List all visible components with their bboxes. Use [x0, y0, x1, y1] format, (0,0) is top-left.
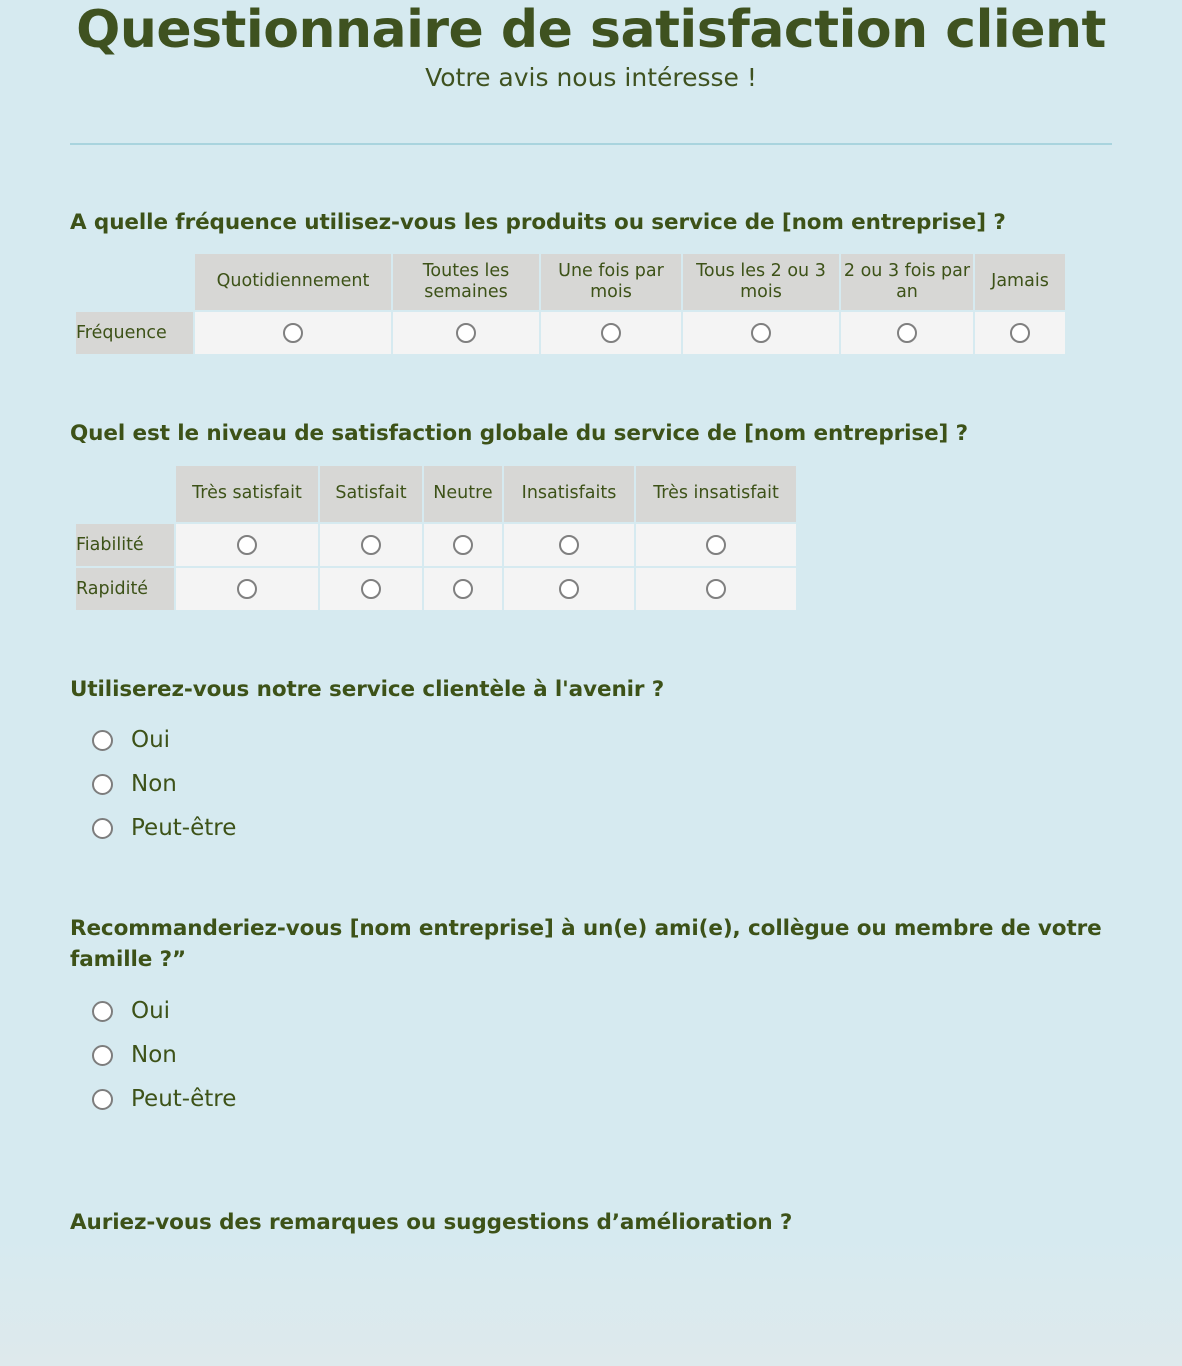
- radio-icon[interactable]: [92, 1089, 113, 1110]
- question-satisfaction-title: Quel est le niveau de satisfaction globale du service de [nom entreprise] ?: [70, 421, 969, 447]
- table-row: [76, 524, 796, 566]
- radio-cell-rapidite-satisfait[interactable]: [320, 568, 422, 610]
- radio-cell-frequence-jamais[interactable]: [975, 312, 1065, 354]
- radio-icon[interactable]: [237, 535, 257, 555]
- radio-icon[interactable]: [453, 535, 473, 555]
- radio-cell-frequence-une-fois-par-mois[interactable]: [541, 312, 681, 354]
- question-recommandation-title: Recommanderiez-vous [nom entreprise] à un(e) ami(e), collègue ou membre de votre famille ?”: [70, 915, 1102, 972]
- question-service-client-avenir: [70, 674, 1112, 851]
- option-label: Non: [131, 1041, 177, 1068]
- radio-icon[interactable]: [237, 579, 257, 599]
- row-header-frequence: Fréquence: [76, 312, 193, 354]
- radio-icon[interactable]: [456, 323, 476, 343]
- radio-icon[interactable]: [751, 323, 771, 343]
- radio-cell-rapidite-tres-insatisfait[interactable]: [636, 568, 796, 610]
- column-header-tres-insatisfait: Très insatisfait: [636, 466, 796, 522]
- radio-icon[interactable]: [897, 323, 917, 343]
- page-title: Questionnaire de satisfaction client: [76, 0, 1106, 60]
- question-service-client-avenir-title: Utiliserez-vous notre service clientèle à l'avenir ?: [70, 676, 665, 702]
- option-recommandation-peut-etre[interactable]: [92, 1077, 1112, 1121]
- table-header-row: [76, 466, 796, 522]
- option-label: Oui: [131, 727, 171, 754]
- radio-icon[interactable]: [283, 323, 303, 343]
- radio-cell-fiabilite-satisfait[interactable]: [320, 524, 422, 566]
- radio-icon[interactable]: [92, 774, 113, 795]
- radio-icon[interactable]: [361, 579, 381, 599]
- option-recommandation-non[interactable]: [92, 1033, 1112, 1077]
- row-header-fiabilite: Fiabilité: [76, 524, 174, 566]
- option-label: Non: [131, 771, 177, 798]
- column-header-jamais: Jamais: [975, 254, 1065, 310]
- question-frequence: [70, 207, 1112, 356]
- radio-icon[interactable]: [361, 535, 381, 555]
- radio-icon[interactable]: [92, 818, 113, 839]
- option-service-client-avenir-oui[interactable]: [92, 719, 1112, 763]
- row-header-rapidite: Rapidité: [76, 568, 174, 610]
- radio-cell-frequence-toutes-les-semaines[interactable]: [393, 312, 539, 354]
- column-header-neutre: Neutre: [424, 466, 502, 522]
- radio-cell-fiabilite-tres-satisfait[interactable]: [176, 524, 318, 566]
- question-frequence-matrix: [70, 252, 1112, 356]
- page-bottom-gradient: [0, 1236, 1182, 1366]
- radio-icon[interactable]: [92, 1001, 113, 1022]
- question-remarques-title: Auriez-vous des remarques ou suggestions d’amélioration ?: [70, 1210, 793, 1236]
- radio-cell-frequence-tous-les-2-ou-3-mois[interactable]: [683, 312, 839, 354]
- radio-icon[interactable]: [1010, 323, 1030, 343]
- question-satisfaction: [70, 418, 1112, 611]
- radio-icon[interactable]: [92, 730, 113, 751]
- radio-cell-frequence-2-ou-3-fois-par-an[interactable]: [841, 312, 973, 354]
- option-service-client-avenir-non[interactable]: [92, 763, 1112, 807]
- radio-cell-fiabilite-neutre[interactable]: [424, 524, 502, 566]
- question-recommandation: [70, 913, 1112, 1121]
- radio-cell-fiabilite-tres-insatisfait[interactable]: [636, 524, 796, 566]
- table-row: [76, 312, 1065, 354]
- radio-icon[interactable]: [706, 535, 726, 555]
- option-service-client-avenir-peut-etre[interactable]: [92, 807, 1112, 851]
- question-satisfaction-matrix: [70, 464, 1112, 612]
- radio-cell-rapidite-tres-satisfait[interactable]: [176, 568, 318, 610]
- radio-icon[interactable]: [92, 1045, 113, 1066]
- frequence-table: [74, 252, 1067, 356]
- table-corner-cell: [76, 254, 193, 310]
- radio-icon[interactable]: [706, 579, 726, 599]
- radio-cell-fiabilite-insatisfaits[interactable]: [504, 524, 634, 566]
- table-row: [76, 568, 796, 610]
- recommandation-options: [70, 989, 1112, 1121]
- column-header-quotidiennement: Quotidiennement: [195, 254, 391, 310]
- question-frequence-title: A quelle fréquence utilisez-vous les produits ou service de [nom entreprise] ?: [70, 210, 1006, 236]
- column-header-insatisfaits: Insatisfaits: [504, 466, 634, 522]
- header-divider: [70, 143, 1112, 145]
- column-header-satisfait: Satisfait: [320, 466, 422, 522]
- radio-icon[interactable]: [453, 579, 473, 599]
- radio-cell-rapidite-insatisfaits[interactable]: [504, 568, 634, 610]
- radio-icon[interactable]: [601, 323, 621, 343]
- radio-cell-rapidite-neutre[interactable]: [424, 568, 502, 610]
- radio-icon[interactable]: [559, 579, 579, 599]
- option-label: Oui: [131, 997, 171, 1024]
- column-header-tres-satisfait: Très satisfait: [176, 466, 318, 522]
- question-remarques: [70, 1207, 1112, 1238]
- table-header-row: [76, 254, 1065, 310]
- service-client-avenir-options: [70, 719, 1112, 851]
- radio-icon[interactable]: [559, 535, 579, 555]
- page-subtitle: Votre avis nous intéresse !: [425, 63, 757, 93]
- radio-cell-frequence-quotidiennement[interactable]: [195, 312, 391, 354]
- option-label: Peut-être: [131, 1085, 237, 1112]
- column-header-tous-les-2-ou-3-mois: Tous les 2 ou 3 mois: [683, 254, 839, 310]
- option-recommandation-oui[interactable]: [92, 989, 1112, 1033]
- table-corner-cell: [76, 466, 174, 522]
- option-label: Peut-être: [131, 815, 237, 842]
- column-header-2-ou-3-fois-par-an: 2 ou 3 fois par an: [841, 254, 973, 310]
- satisfaction-table: [74, 464, 798, 612]
- column-header-toutes-les-semaines: Toutes les semaines: [393, 254, 539, 310]
- column-header-une-fois-par-mois: Une fois par mois: [541, 254, 681, 310]
